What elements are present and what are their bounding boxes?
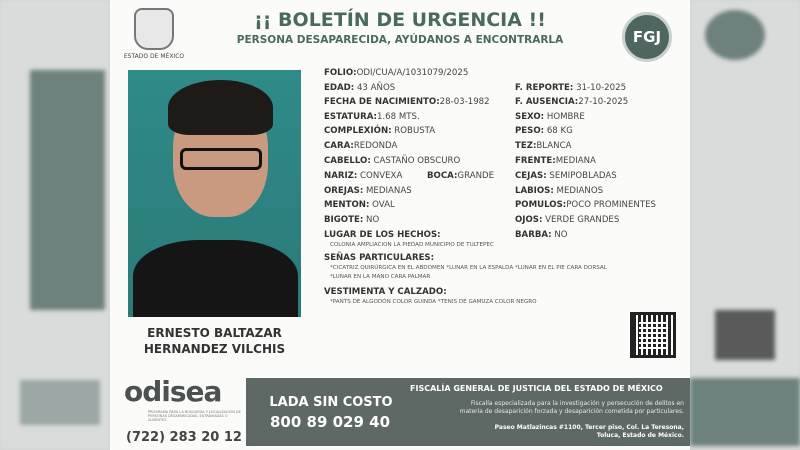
label: F. AUSENCIA: <box>515 97 579 107</box>
blurred-background-right <box>690 0 800 450</box>
label: FOLIO: <box>324 68 357 78</box>
field <box>324 200 395 211</box>
value: 43 AÑOS <box>354 83 396 93</box>
lugar-value: COLONIA AMPLIACION LA PIEDAD MUNICIPIO DE TULTEPEC <box>330 242 494 248</box>
blurred-background-left <box>0 0 110 450</box>
field <box>515 126 573 137</box>
label: ESTATURA: <box>324 112 377 122</box>
field <box>515 141 571 152</box>
value: OVAL <box>369 200 395 210</box>
fgj-logo: FGJ <box>622 12 672 62</box>
addr-line-1: Paseo Matlazincas #1100, Tercer piso, Col. La Teresona, <box>494 424 684 431</box>
value: CASTAÑO OBSCURO <box>370 156 461 166</box>
field <box>515 156 596 167</box>
senas-line-1: *CICATRIZ QUIRÚRGICA EN EL ABDOMEN *LUNAR EN LA ESPALDA *LUNAR EN EL PIE CARA DORSAL <box>330 265 607 271</box>
label: BIGOTE: <box>324 215 364 225</box>
lada-label: LADA SIN COSTO <box>269 395 393 410</box>
fiscalia-address <box>495 424 684 440</box>
label: TEZ: <box>515 141 537 151</box>
field <box>324 186 412 197</box>
vestimenta-label: VESTIMENTA Y CALZADO: <box>324 287 447 297</box>
label: OJOS: <box>515 215 543 225</box>
value: ODI/CUA/A/1031079/2025 <box>356 68 469 78</box>
odisea-tagline: PROGRAMA PARA LA BÚSQUEDA Y LOCALIZACIÓN DE PERSONAS DESAPARECIDAS, EXTRAVIADAS O AUSENTES <box>148 410 241 422</box>
field <box>324 171 402 182</box>
value: SEMIPOBLADAS <box>546 171 617 181</box>
lugar-label: LUGAR DE LOS HECHOS: <box>324 230 441 240</box>
odisea-phone: (722) 283 20 12 <box>126 430 242 445</box>
field <box>324 141 397 152</box>
label: BARBA: <box>515 230 552 240</box>
value: CONVEXA <box>357 171 403 181</box>
label: FRENTE: <box>515 156 556 166</box>
field <box>324 112 420 123</box>
label: LABIOS: <box>515 186 554 196</box>
qr-code[interactable] <box>630 312 676 358</box>
value: BLANCA <box>536 141 572 151</box>
label: CEJAS: <box>515 171 547 181</box>
field <box>324 97 490 108</box>
desc-line-1: Fiscalía especializada para la investigación y persecución de delitos en <box>470 400 684 407</box>
person-name <box>128 325 301 357</box>
label: F. REPORTE: <box>515 83 574 93</box>
field <box>515 97 628 108</box>
field <box>324 126 435 137</box>
missing-person-bulletin <box>110 0 690 450</box>
value: VERDE GRANDES <box>542 215 620 225</box>
field <box>515 200 656 211</box>
value: NO <box>363 215 380 225</box>
value: MEDIANAS <box>363 186 412 196</box>
value: ROBUSTA <box>391 126 436 136</box>
fiscalia-name: FISCALÍA GENERAL DE JUSTICIA DEL ESTADO DE MÉXICO <box>410 384 663 393</box>
label: OREJAS: <box>324 186 364 196</box>
value: NO <box>551 230 568 240</box>
person-photo <box>128 70 301 317</box>
label: CARA: <box>324 141 354 151</box>
field <box>515 230 568 241</box>
boca-field <box>427 171 494 182</box>
value: 27-10-2025 <box>578 97 629 107</box>
name-line-1: ERNESTO BALTAZAR <box>147 326 282 340</box>
value: GRANDE <box>457 171 495 181</box>
value: 1.68 MTS. <box>376 112 420 122</box>
label: POMULOS: <box>515 200 567 210</box>
label: PESO: <box>515 126 545 136</box>
value: HOMBRE <box>544 112 585 122</box>
bulletin-title: ¡¡ BOLETÍN DE URGENCIA !! <box>254 9 546 31</box>
state-label: ESTADO DE MÉXICO <box>123 53 185 60</box>
desc-line-2: materia de desaparición forzada y desaparición cometida por particulares. <box>459 408 684 415</box>
field <box>515 112 585 123</box>
label: SEXO: <box>515 112 545 122</box>
odisea-logo: odisea <box>124 375 222 408</box>
label: FECHA DE NACIMIENTO: <box>324 97 440 107</box>
field <box>324 156 460 167</box>
name-line-2: HERNANDEZ VILCHIS <box>143 342 286 356</box>
addr-line-2: Toluca, Estado de México. <box>596 432 684 439</box>
label: NARIZ: <box>324 171 358 181</box>
value: MEDIANA <box>555 156 596 166</box>
field <box>324 215 379 226</box>
label: CABELLO: <box>324 156 371 166</box>
folio <box>324 68 468 79</box>
label: BOCA: <box>427 171 458 181</box>
lada-number: 800 89 029 40 <box>269 413 391 431</box>
field <box>515 171 617 182</box>
value: 28-03-1982 <box>439 97 490 107</box>
value: MEDIANOS <box>553 186 604 196</box>
value: 68 KG <box>544 126 573 136</box>
vestimenta-value: *PANTS DE ALGODÓN COLOR GUINDA *TENIS DE GAMUZA COLOR NEGRO <box>330 299 537 305</box>
bulletin-subtitle: PERSONA DESAPARECIDA, AYÚDANOS A ENCONTRARLA <box>236 34 564 46</box>
state-coat-of-arms-icon <box>134 8 174 50</box>
senas-line-2: *LUNAR EN LA MANO CARA PALMAR <box>330 274 431 280</box>
field <box>324 83 395 94</box>
label: MENTON: <box>324 200 370 210</box>
senas-label: SEÑAS PARTICULARES: <box>324 253 435 263</box>
fiscalia-description <box>460 400 684 416</box>
contact-band <box>246 378 690 446</box>
field <box>515 215 619 226</box>
label: COMPLEXIÓN: <box>324 126 392 136</box>
field <box>515 186 603 197</box>
value: REDONDA <box>353 141 398 151</box>
label: EDAD: <box>324 83 355 93</box>
value: POCO PROMINENTES <box>566 200 656 210</box>
field <box>515 83 626 94</box>
value: 31-10-2025 <box>573 83 627 93</box>
